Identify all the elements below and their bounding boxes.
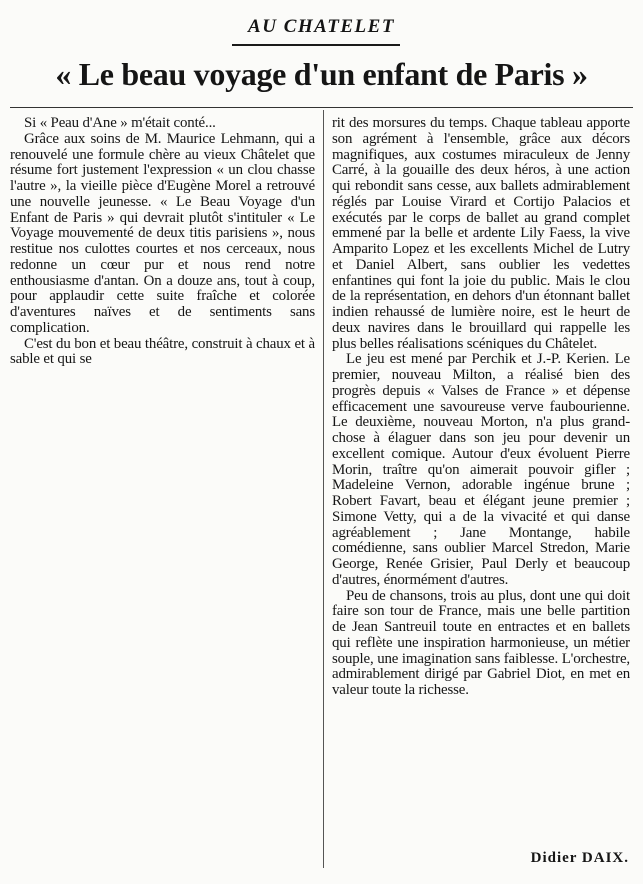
headline-rule xyxy=(10,107,633,108)
paragraph: rit des morsures du temps. Chaque tableau apporte son agrément à l'ensemble, grâce aux décors magnifiques, aux costumes miraculeux de Jenny Carré, à la gouaille des deux héros, à une action qui rebondit sans cesse, aux ballets admirablement réglés par Louise Virard et Cortijo Palacios et exécutés par le corps de ballet au grand complet emmené par la belle et ardente Lily Faess, la vive Amparito Lopez et les excellents Michel de Lutry et Daniel Albert, sans oublier les vedettes enfantines qui font la joie du public. Mais le clou de la représentation, en dehors d'un étonnant ballet indien rehaussé de lumière noire, est le heurt de deux navires dans le brouillard qui rappelle les plus belles réalisations scéniques du Châtelet. xyxy=(332,115,630,352)
paragraph: C'est du bon et beau théâtre, construit à chaux et à sable et qui se xyxy=(10,335,315,368)
paragraph: Peu de chansons, trois au plus, dont une qui doit faire son tour de France, mais une belle partition de Jean Santreuil toute en entractes et en ballets qui reflète une inspiration harmonieuse, un métier souple, une imagination sans faiblesse. L'orchestre, admirablement dirigé par Gabriel Diot, en met en valeur toute la richesse. xyxy=(332,587,630,698)
paragraph: Grâce aux soins de M. Maurice Lehmann, qui a renouvelé une formule chère au vieux Châtelet que résume fort justement l'expression « un clou chasse l'autre », la vieille pièce d'Eugène Morel a retrouvé une nouvelle jeunesse. « Le Beau Voyage d'un Enfant de Paris » qui devrait plutôt s'intituler « Le Voyage mouvementé de deux titis parisiens », nous restitue nos culottes courtes et nos cerceaux, nous redonne un cœur pur et nous rend notre enthousiasme d'antan. On a douze ans, tout à coup, pour applaudir cette suite fraîche et colorée d'aventures naïves et de sentiments sans complication. xyxy=(10,130,315,336)
article-headline: « Le beau voyage d'un enfant de Paris » xyxy=(55,56,588,92)
paragraph: Si « Peau d'Ane » m'était conté... xyxy=(24,115,216,131)
column-divider xyxy=(323,110,324,868)
author-signature: Didier DAIX. xyxy=(530,850,629,866)
section-rubric: AU CHATELET xyxy=(248,16,395,37)
paragraph: Le jeu est mené par Perchik et J.-P. Kerien. Le premier, nouveau Milton, a réalisé bien des progrès depuis « Valses de France » et dépense efficacement une savoureuse verve faubourienne. Le deuxième, nouveau Morton, n'a plus grand-chose à élaguer dans son jeu pour devenir un excellent comique. Autour d'eux évoluent Pierre Morin, traître qu'on aimerait pouvoir gifler ; Madeleine Vernon, adorable ingénue brune ; Robert Favart, beau et élégant jeune premier ; Simone Vetty, qui a de la vivacité et qui danse agréablement ; Jane Montange, habile comédienne, sans oublier Marcel Stredon, Marie George, Renée Grisier, Paul Derly et beaucoup d'autres, énormément d'autres. xyxy=(332,351,630,588)
left-column xyxy=(10,116,315,368)
right-column xyxy=(332,116,630,699)
rubric-underline xyxy=(232,44,400,46)
